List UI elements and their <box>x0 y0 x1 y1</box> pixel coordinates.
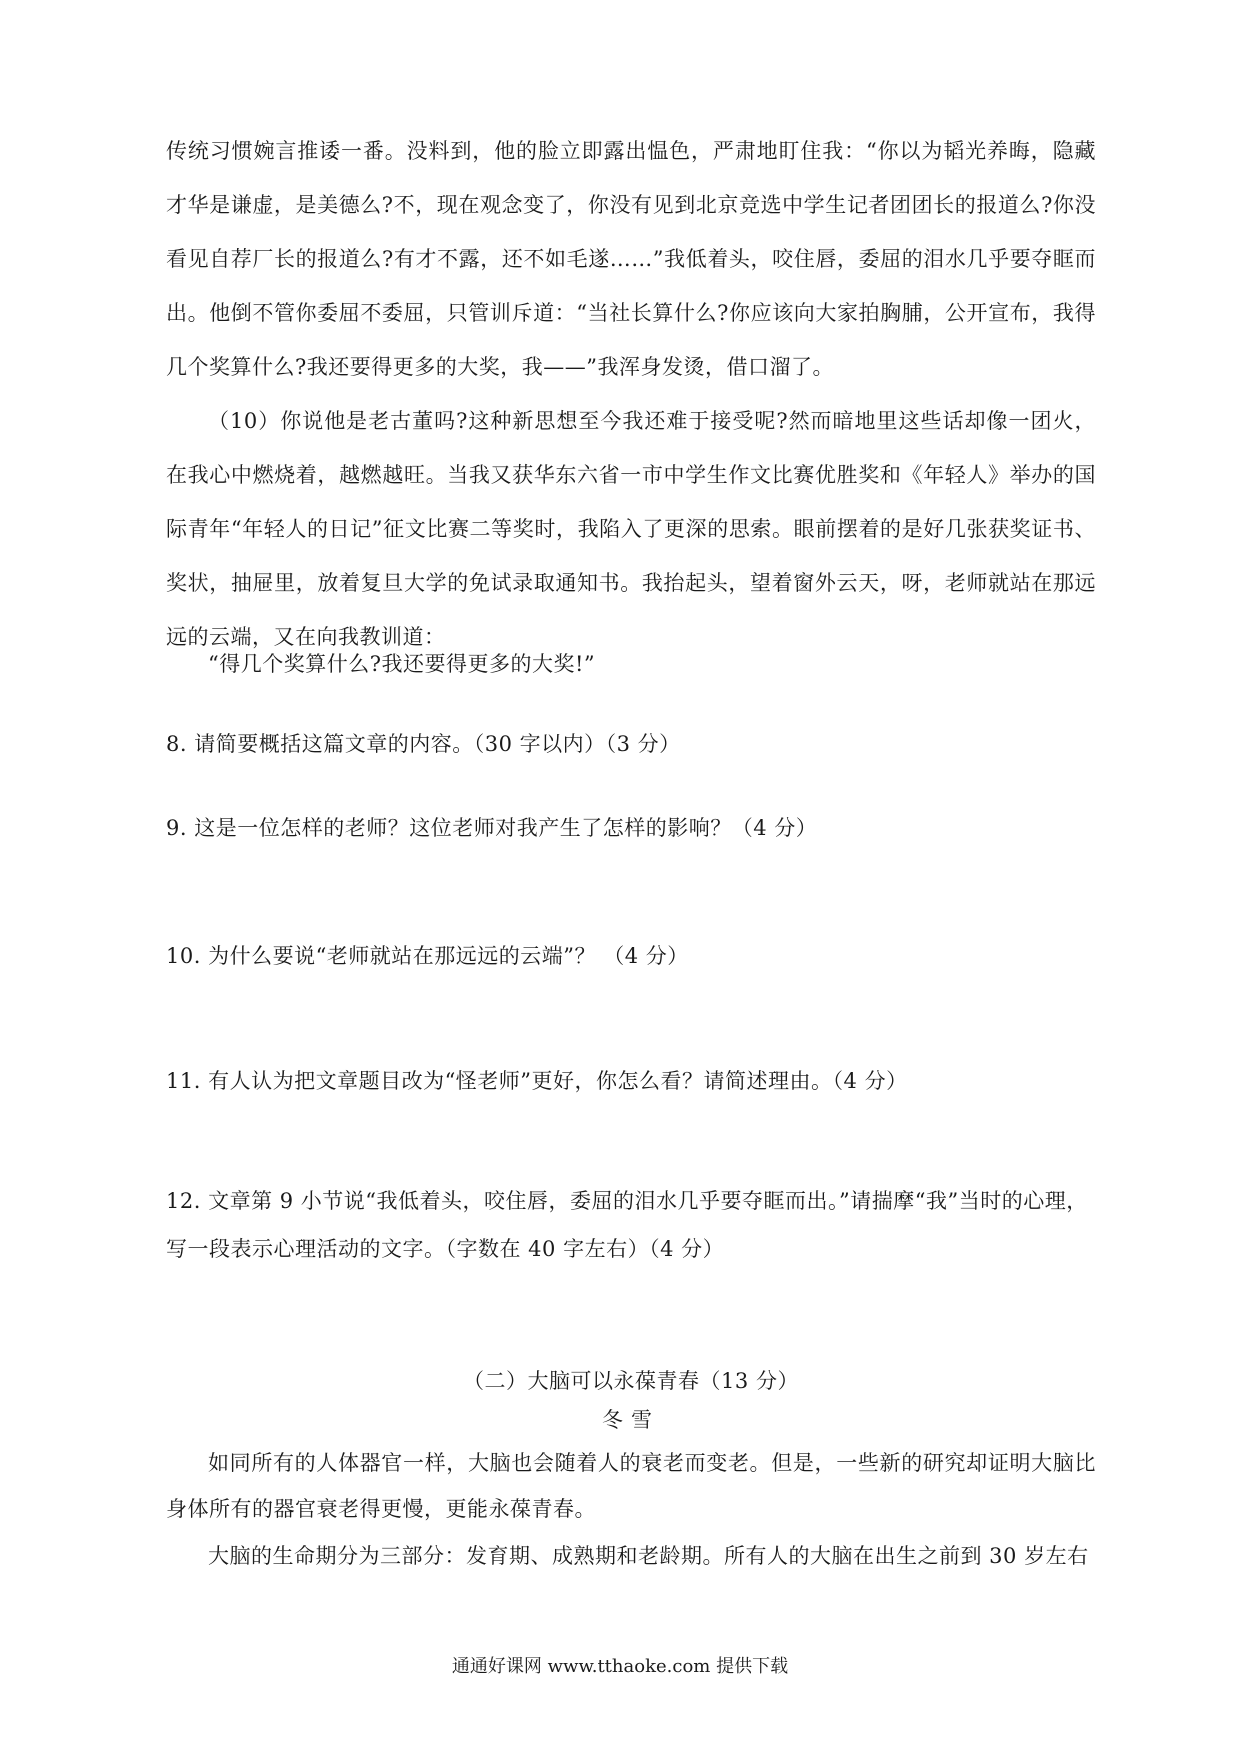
passage2-paragraph-1: 如同所有的人体器官一样，大脑也会随着人的衰老而变老。但是，一些新的研究却证明大脑比身体所有的器官衰老得更慢，更能永葆青春。 <box>166 1451 1096 1521</box>
paragraph-10: （10）你说他是老古董吗?这种新思想至今我还难于接受呢?然而暗地里这些话却像一团火，在我心中燃烧着，越燃越旺。当我又获华东六省一市中学生作文比赛优胜奖和《年轻人》举办的国际青年“年轻人的日记”征文比赛二等奖时，我陷入了更深的思索。眼前摆着的是好几张获奖证书、奖状，抽屉里，放着复旦大学的免试录取通知书。我抬起头，望着窗外云天，呀，老师就站在那远远的云端，又在向我教训道： <box>166 409 1096 649</box>
author-name: 冬雪 <box>602 1408 660 1432</box>
question-9: 9. 这是一位怎样的老师？这位老师对我产生了怎样的影响？（4 分） <box>166 816 818 840</box>
question-8: 8. 请简要概括这篇文章的内容。（30 字以内）（3 分） <box>166 732 681 756</box>
passage2-paragraph-2: 大脑的生命期分为三部分：发育期、成熟期和老龄期。所有人的大脑在出生之前到 30 岁左右 <box>208 1544 1089 1568</box>
page-footer: 通通好课网 www.tthaoke.com 提供下载 <box>451 1656 789 1677</box>
question-12: 12. 文章第 9 小节说“我低着头，咬住唇，委屈的泪水几乎要夺眶而出。”请揣摩“我”当时的心理，写一段表示心理活动的文字。（字数在 40 字左右）（4 分） <box>166 1189 1088 1261</box>
question-11: 11. 有人认为把文章题目改为“怪老师”更好，你怎么看？请简述理由。（4 分） <box>166 1069 908 1093</box>
section-title: （二）大脑可以永葆青春（13 分） <box>463 1369 799 1393</box>
paragraph-11: “得几个奖算什么?我还要得更多的大奖!” <box>208 652 596 676</box>
paragraph-9-tail: 传统习惯婉言推诿一番。没料到，他的脸立即露出愠色，严肃地盯住我：“你以为韬光养晦，隐藏才华是谦虚，是美德么?不，现在观念变了，你没有见到北京竞选中学生记者团团长的报道么?你没看见自荐厂长的报道么?有才不露，还不如毛遂……”我低着头，咬住唇，委屈的泪水几乎要夺眶而出。他倒不管你委屈不委屈，只管训斥道：“当社长算什么?你应该向大家拍胸脯，公开宣布，我得几个奖算什么?我还要得更多的大奖，我——”我浑身发烫，借口溜了。 <box>166 139 1096 379</box>
question-10: 10. 为什么要说“老师就站在那远远的云端”？ （4 分） <box>166 944 689 968</box>
